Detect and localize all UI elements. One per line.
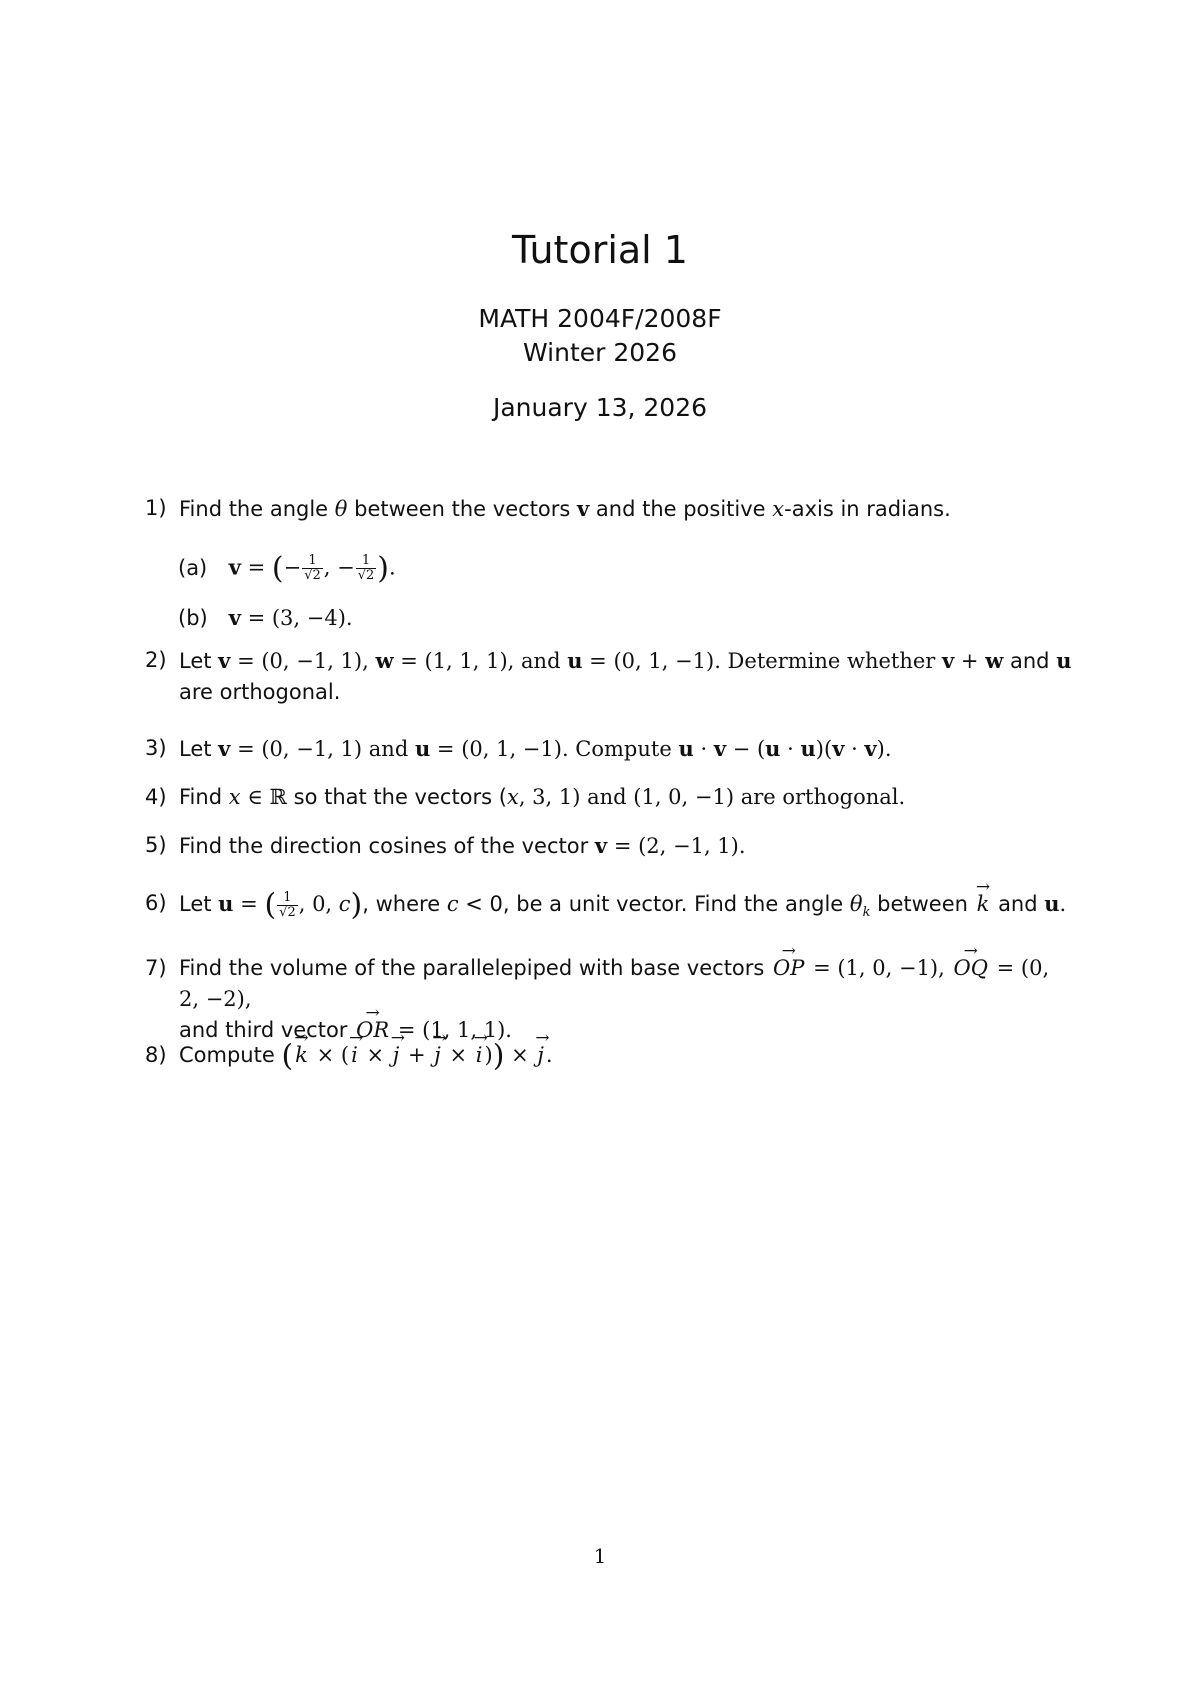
math-expr: = (0, 1, −1). Determine whether <box>589 649 936 673</box>
problem-text: Let <box>179 649 212 673</box>
problem-text: < 0, be a unit vector. Find the angle <box>465 892 844 916</box>
problem-number: 4) <box>145 785 167 809</box>
math-expr: = (1, 1, 1), and <box>400 649 561 673</box>
problem-number: 1) <box>145 496 167 520</box>
problem-number: 5) <box>145 833 167 857</box>
problem-3: 3) Let v = (0, −1, 1) and u = (0, 1, −1). Compute u · v − (u · u)(v · v). <box>145 733 1075 765</box>
problem-text: Find the angle <box>179 497 329 521</box>
problem-text: and <box>1009 649 1050 673</box>
math-expr: = (3, −4). <box>247 606 353 630</box>
problem-text: Find <box>179 785 223 809</box>
problem-text: so that the vectors ( <box>293 785 507 809</box>
problem-1: 1) Find the angle θ between the vectors v and the positive x-axis in radians. <box>145 493 1075 525</box>
problem-number: 8) <box>145 1043 167 1067</box>
problem-2: 2) Let v = (0, −1, 1), w = (1, 1, 1), and u = (0, 1, −1). Determine whether v + w and u are orthogonal. <box>145 645 1075 708</box>
math-expr: = (0, −1, 1), <box>237 649 369 673</box>
problem-4: 4) Find x ∈ ℝ so that the vectors (x, 3, 1) and (1, 0, −1) are orthogonal. <box>145 782 1075 813</box>
sub-label: (a) <box>178 555 208 580</box>
problem-text: Let <box>179 892 212 916</box>
problem-text: and the positive <box>595 497 766 521</box>
problem-text: are orthogonal. <box>179 680 341 704</box>
course-code: MATH 2004F/2008F <box>478 304 722 333</box>
problem-5: 5) Find the direction cosines of the vector v = (2, −1, 1). <box>145 830 1075 862</box>
math-expr: = (2, −1, 1). <box>613 834 746 858</box>
problem-text: and <box>998 892 1038 916</box>
term: Winter 2026 <box>523 338 677 367</box>
problem-1b: (b) v = (3, −4). <box>178 605 353 630</box>
page-number: 1 <box>593 1544 607 1568</box>
problem-number: 2) <box>145 648 167 672</box>
sub-label: (b) <box>178 606 208 630</box>
problem-text: Find the volume of the parallelepiped with base vectors <box>179 956 765 980</box>
problem-number: 6) <box>145 891 167 915</box>
math-expr: = (1, 0, −1), <box>813 956 945 980</box>
math-expr: , 3, 1) and (1, 0, −1) are orthogonal. <box>518 785 906 809</box>
problem-6: 6) Let u = ( $\frac{1}{√2}$ , 0, c), where c < 0, be a unit vector. Find the angle $\theta_k$ between → k and u. <box>145 888 1075 928</box>
problem-text: Find the direction cosines of the vector <box>179 834 589 858</box>
math-expr: = (0, 1, −1). Compute <box>436 737 672 761</box>
math-expr: = (0, −1, 1) and <box>237 737 409 761</box>
problem-7: 7) Find the volume of the parallelepiped with base vectors → OP = (1, 0, −1), → OQ = (0, 2, −2), and third vector → OR = (1, 1, 1). <box>145 953 1075 1046</box>
problem-text: -axis in radians. <box>784 497 951 521</box>
problem-text: between the vectors <box>354 497 571 521</box>
problem-number: 7) <box>145 956 167 980</box>
problem-number: 3) <box>145 736 167 760</box>
problem-text: between <box>877 892 968 916</box>
problem-text: Let <box>179 737 212 761</box>
math-expr: = (0, 2, −2), <box>179 956 1050 1011</box>
problem-1a: (a) v = (− $\frac{1}{√2}$ , − $\frac{1}{√2}$ ). <box>178 551 396 586</box>
date: January 13, 2026 <box>492 393 708 422</box>
page-title: Tutorial 1 <box>512 228 688 272</box>
problem-text: and third vector <box>179 1018 348 1042</box>
problem-text: Compute <box>179 1043 275 1067</box>
problem-8: 8) Compute (→ k × (→ i × → j + → j × → i)) × → j. <box>145 1040 1075 1072</box>
math-expr: = (1, 1, 1). <box>397 1018 512 1042</box>
problem-text: , where <box>362 892 441 916</box>
